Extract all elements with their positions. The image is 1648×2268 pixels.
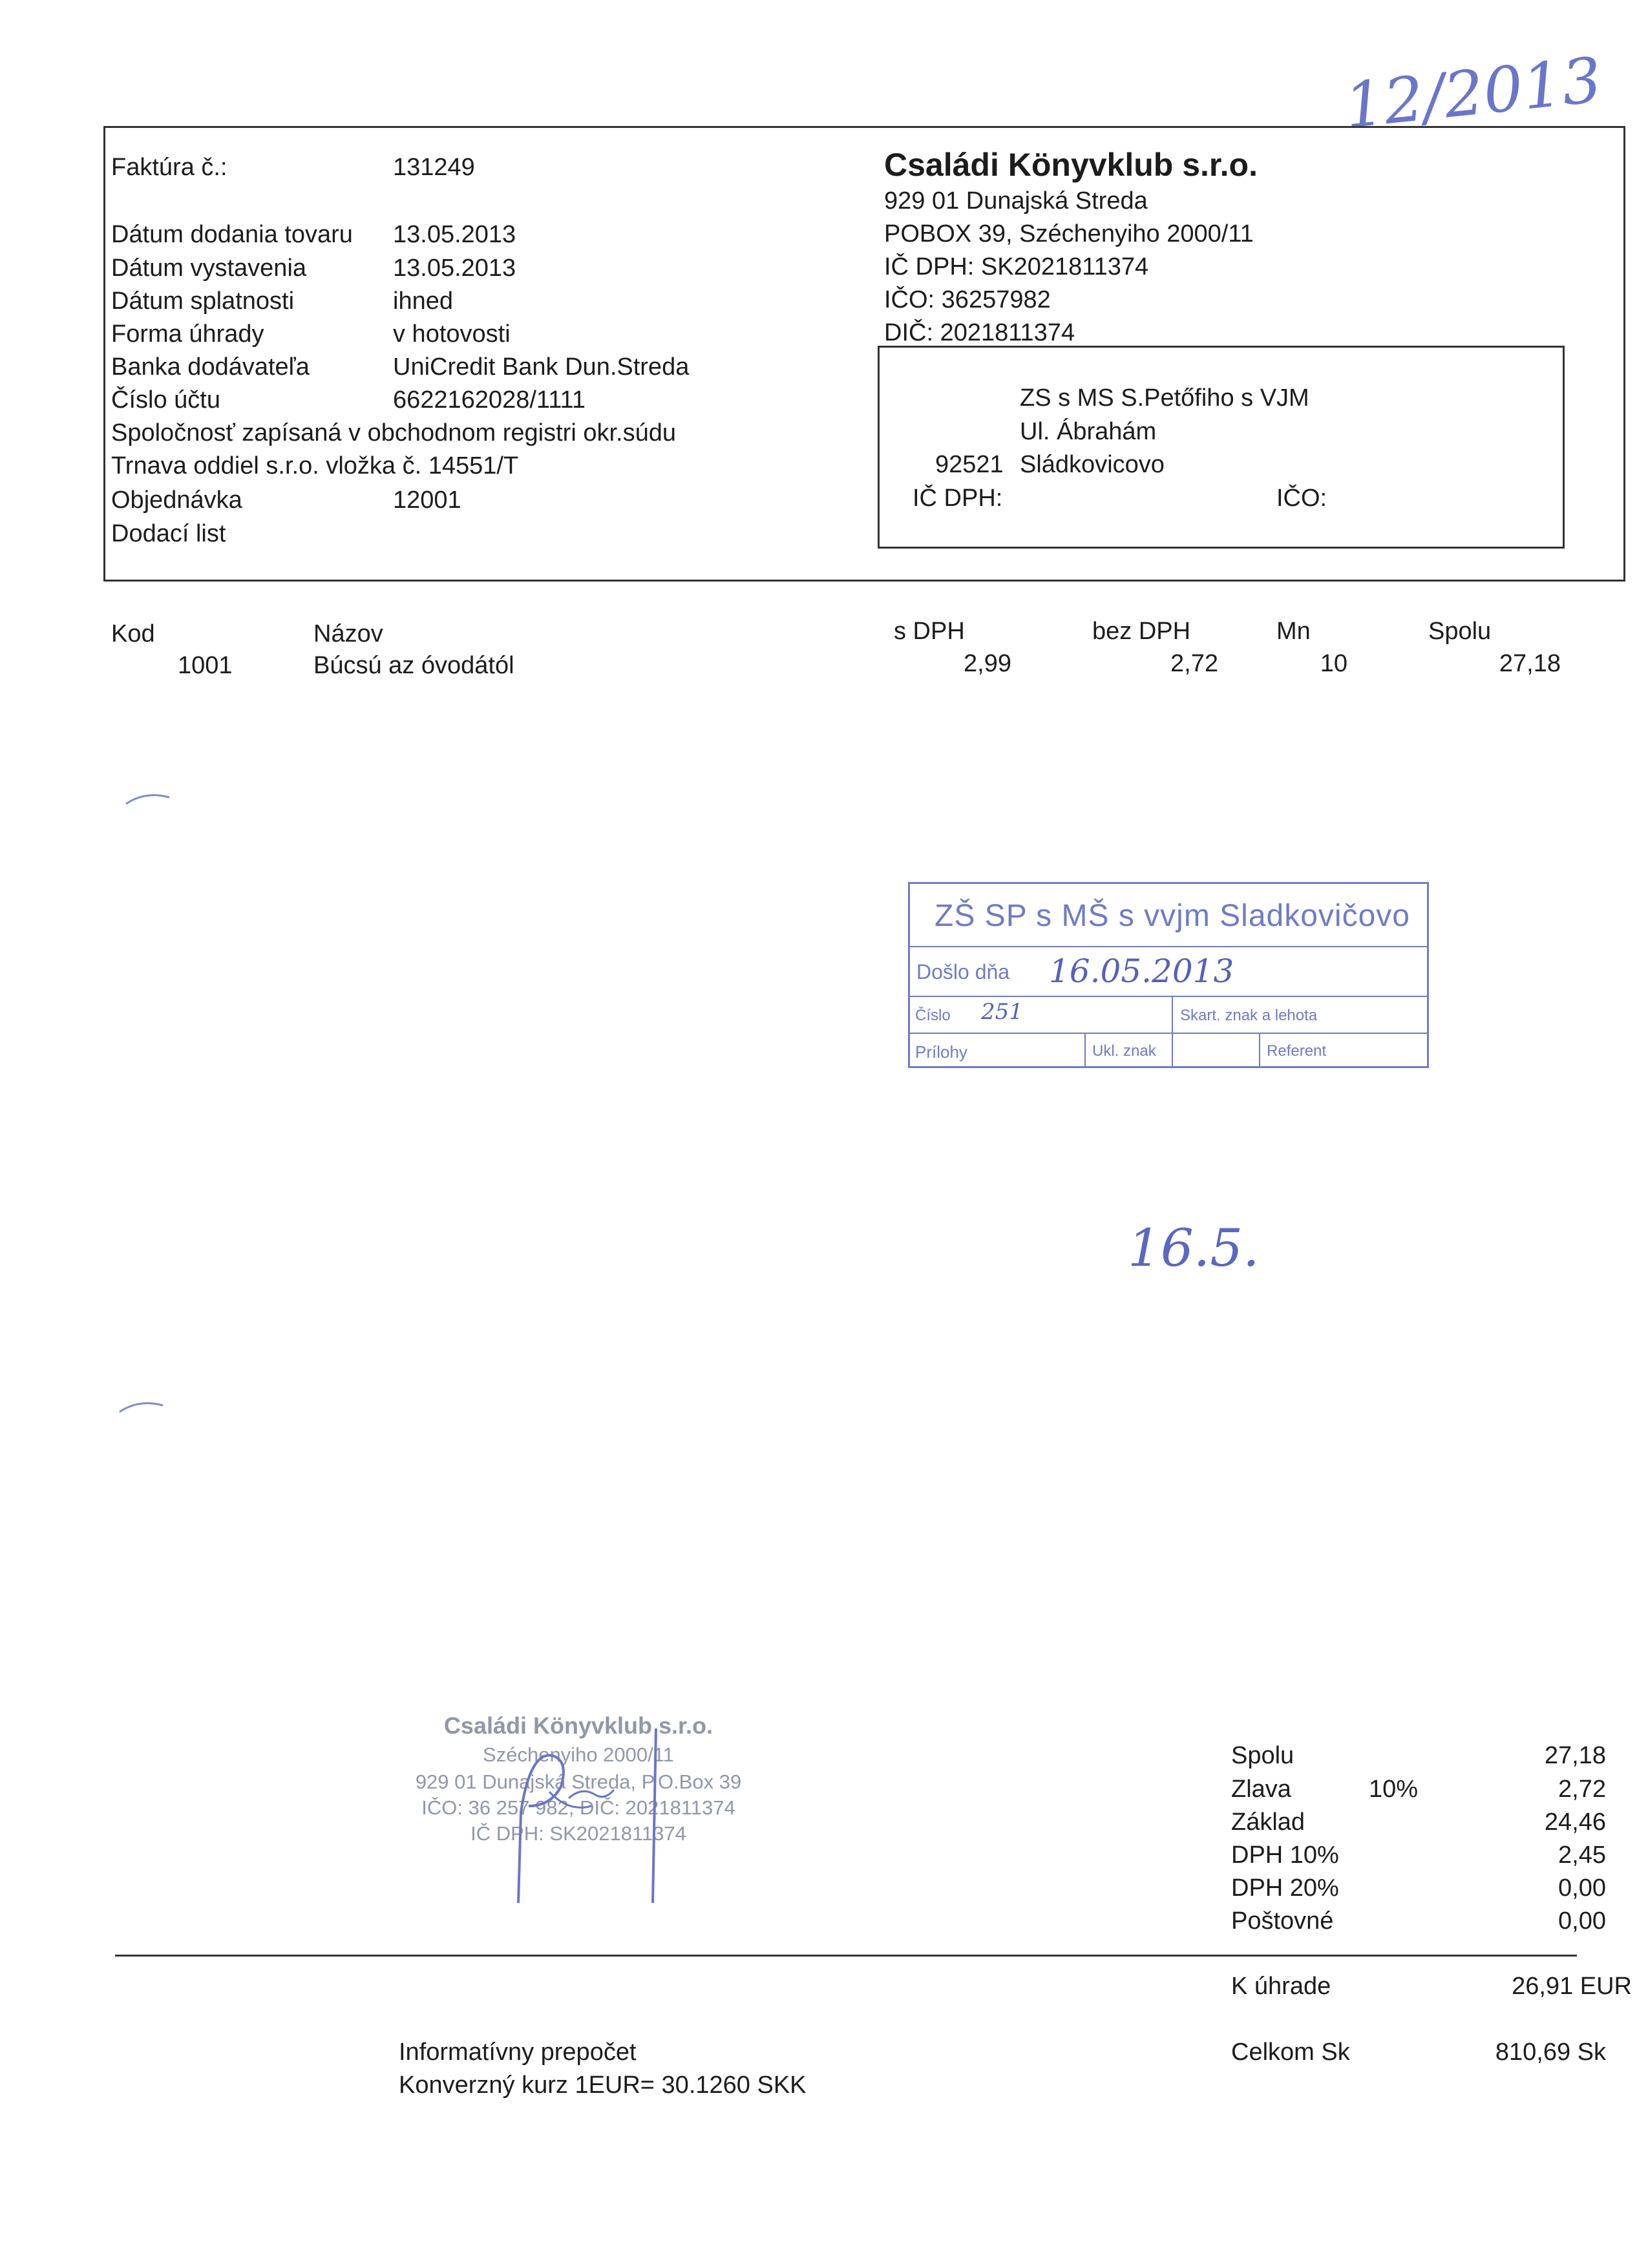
issue-date-label: Dátum vystavenia: [111, 255, 307, 282]
delivery-date-label: Dátum dodania tovaru: [111, 221, 353, 248]
postage-label: Poštovné: [1231, 1907, 1334, 1935]
invoice-number-label: Faktúra č.:: [111, 154, 227, 181]
vat10-value: 2,45: [1558, 1842, 1606, 1869]
buyer-box: [878, 346, 1565, 549]
column-header-name: Názov: [313, 620, 383, 647]
discount-value: 2,72: [1558, 1776, 1606, 1803]
company-stamp-city: 929 01 Dunajská Streda, P.O.Box 39: [415, 1770, 742, 1793]
registry-line-1: Spoločnosť zapísaná v obchodnom registri okr.súdu: [111, 419, 676, 446]
stamp-number-value: 251: [981, 999, 1023, 1025]
buyer-city: Sládkovicovo: [1020, 451, 1165, 478]
stamp-retention-label: Skart. znak a lehota: [1180, 1007, 1318, 1024]
order-label: Objednávka: [111, 487, 242, 514]
stamp-received-label: Došlo dňa: [916, 960, 1010, 983]
scan-mark-icon: [116, 1398, 168, 1417]
item-total: 27,18: [1499, 650, 1561, 677]
postage-value: 0,00: [1558, 1907, 1606, 1935]
supplier-address-2: POBOX 39, Széchenyiho 2000/11: [884, 220, 1254, 247]
invoice-number: 131249: [393, 154, 475, 181]
company-stamp-vat: IČ DPH: SK2021811374: [470, 1822, 686, 1845]
buyer-ico-label: IČO:: [1276, 485, 1327, 512]
item-name: Búcsú az óvodától: [313, 652, 514, 679]
base-label: Základ: [1231, 1809, 1305, 1836]
buyer-zip: 92521: [935, 451, 1004, 478]
payment-form-label: Forma úhrady: [111, 320, 264, 348]
supplier-vat-id: IČ DPH: SK2021811374: [884, 253, 1149, 280]
column-header-total: Spolu: [1428, 618, 1492, 645]
vat20-label: DPH 20%: [1231, 1874, 1339, 1902]
stamp-received-value: 16.05.2013: [1049, 952, 1234, 990]
discount-label: Zlava: [1231, 1776, 1291, 1803]
item-price-with-vat: 2,99: [964, 650, 1011, 677]
company-stamp-name: Családi Könyvklub s.r.o.: [443, 1712, 713, 1739]
column-header-code: Kod: [111, 620, 155, 647]
bank: UniCredit Bank Dun.Streda: [393, 353, 690, 381]
total-sk-label: Celkom Sk: [1231, 2039, 1350, 2066]
base-value: 24,46: [1544, 1809, 1606, 1836]
summary-divider: [115, 1955, 1577, 1957]
stamp-number-label: Číslo: [915, 1007, 951, 1024]
issue-date: 13.05.2013: [393, 255, 516, 282]
stamp-attachments-label: Prílohy: [915, 1042, 967, 1062]
item-code: 1001: [178, 652, 233, 679]
buyer-street: Ul. Ábrahám: [1020, 418, 1157, 445]
stamp-title: ZŠ SP s MŠ s vvjm Sladkovičovo: [935, 899, 1410, 933]
bank-label: Banka dodávateľa: [111, 353, 310, 381]
handwritten-reference: 12/2013: [1341, 43, 1605, 143]
conversion-line-2: Konverzný kurz 1EUR= 30.1260 SKK: [399, 2072, 807, 2099]
company-stamp-ids: IČO: 36 257 982, DIČ: 2021811374: [421, 1796, 735, 1819]
due-date: ihned: [393, 288, 453, 315]
conversion-line-1: Informatívny prepočet: [399, 2039, 637, 2066]
scan-mark-icon: [123, 790, 174, 809]
registry-stamp: [908, 882, 1429, 1068]
subtotal-value: 27,18: [1544, 1742, 1606, 1769]
due-date-label: Dátum splatnosti: [111, 288, 295, 315]
total-sk-value: 810,69 Sk: [1495, 2039, 1606, 2066]
order-number: 12001: [393, 487, 461, 514]
amount-due-label: K úhrade: [1231, 1973, 1331, 2000]
column-header-qty: Mn: [1276, 618, 1311, 645]
supplier-address-1: 929 01 Dunajská Streda: [884, 187, 1148, 215]
account-number: 6622162028/1111: [393, 386, 586, 414]
delivery-note-label: Dodací list: [111, 520, 226, 547]
payment-form: v hotovosti: [393, 320, 511, 348]
supplier-ico: IČO: 36257982: [884, 286, 1051, 313]
discount-rate: 10%: [1369, 1776, 1419, 1803]
vat20-value: 0,00: [1558, 1874, 1606, 1902]
registry-line-2: Trnava oddiel s.r.o. vložka č. 14551/T: [111, 452, 519, 479]
column-header-with-vat: s DPH: [894, 618, 965, 645]
amount-due-value: 26,91 EUR: [1512, 1973, 1632, 2000]
vat10-label: DPH 10%: [1231, 1842, 1339, 1869]
handwritten-date: 16.5.: [1128, 1218, 1260, 1278]
item-price-without-vat: 2,72: [1170, 650, 1218, 677]
buyer-name: ZS s MS S.Petőfiho s VJM: [1020, 384, 1309, 412]
column-header-without-vat: bez DPH: [1092, 618, 1191, 645]
item-quantity: 10: [1320, 650, 1347, 677]
supplier-dic: DIČ: 2021811374: [884, 319, 1075, 346]
supplier-name: Családi Könyvklub s.r.o.: [884, 147, 1258, 183]
buyer-vat-label: IČ DPH:: [913, 485, 1003, 512]
stamp-file-label: Ukl. znak: [1092, 1042, 1156, 1060]
delivery-date: 13.05.2013: [393, 221, 516, 248]
account-label: Číslo účtu: [111, 386, 220, 414]
signature-icon: [491, 1716, 685, 1909]
stamp-referent-label: Referent: [1267, 1042, 1327, 1060]
company-stamp-street: Széchenyiho 2000/11: [483, 1743, 674, 1766]
subtotal-label: Spolu: [1231, 1742, 1294, 1769]
